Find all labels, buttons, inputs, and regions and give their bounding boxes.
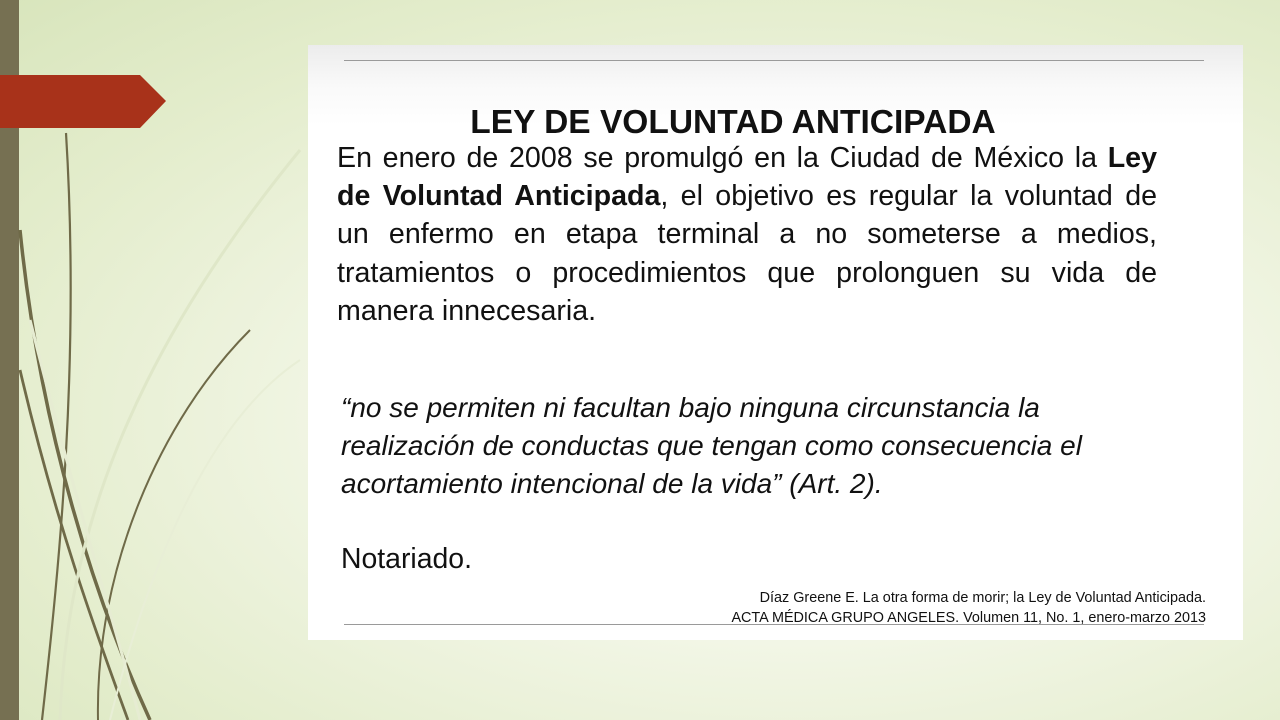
paragraph-intro: En enero de 2008 se promulgó en la Ciudad de México la xyxy=(337,142,1108,174)
body-paragraph xyxy=(337,139,1157,330)
paragraph-rest: , el objetivo es regular la voluntad de un enfermo en etapa terminal a no someterse a medios, tratamientos o procedimientos que prolonguen su vida de manera innecesaria. xyxy=(337,180,1157,327)
bottom-divider xyxy=(344,624,1204,625)
notary-text: Notariado. xyxy=(341,543,472,575)
top-divider xyxy=(344,60,1204,61)
decorative-stems xyxy=(0,0,320,720)
citation-line-2: ACTA MÉDICA GRUPO ANGELES. Volumen 11, No. 1, enero-marzo 2013 xyxy=(731,609,1206,626)
document-image xyxy=(308,45,1243,640)
quote-article-2: “no se permiten ni facultan bajo ninguna circunstancia la realización de conductas que tengan como consecuencia el acortamiento intencional de la vida” (Art. 2). xyxy=(341,392,1082,500)
citation xyxy=(731,589,1206,628)
law-name: Ley de Voluntad Anticipada xyxy=(337,142,1157,213)
arrow-tab-icon xyxy=(0,75,166,128)
document-title: LEY DE VOLUNTAD ANTICIPADA xyxy=(470,104,996,141)
citation-line-1: Díaz Greene E. La otra forma de morir; la Ley de Voluntad Anticipada. xyxy=(759,590,1206,606)
